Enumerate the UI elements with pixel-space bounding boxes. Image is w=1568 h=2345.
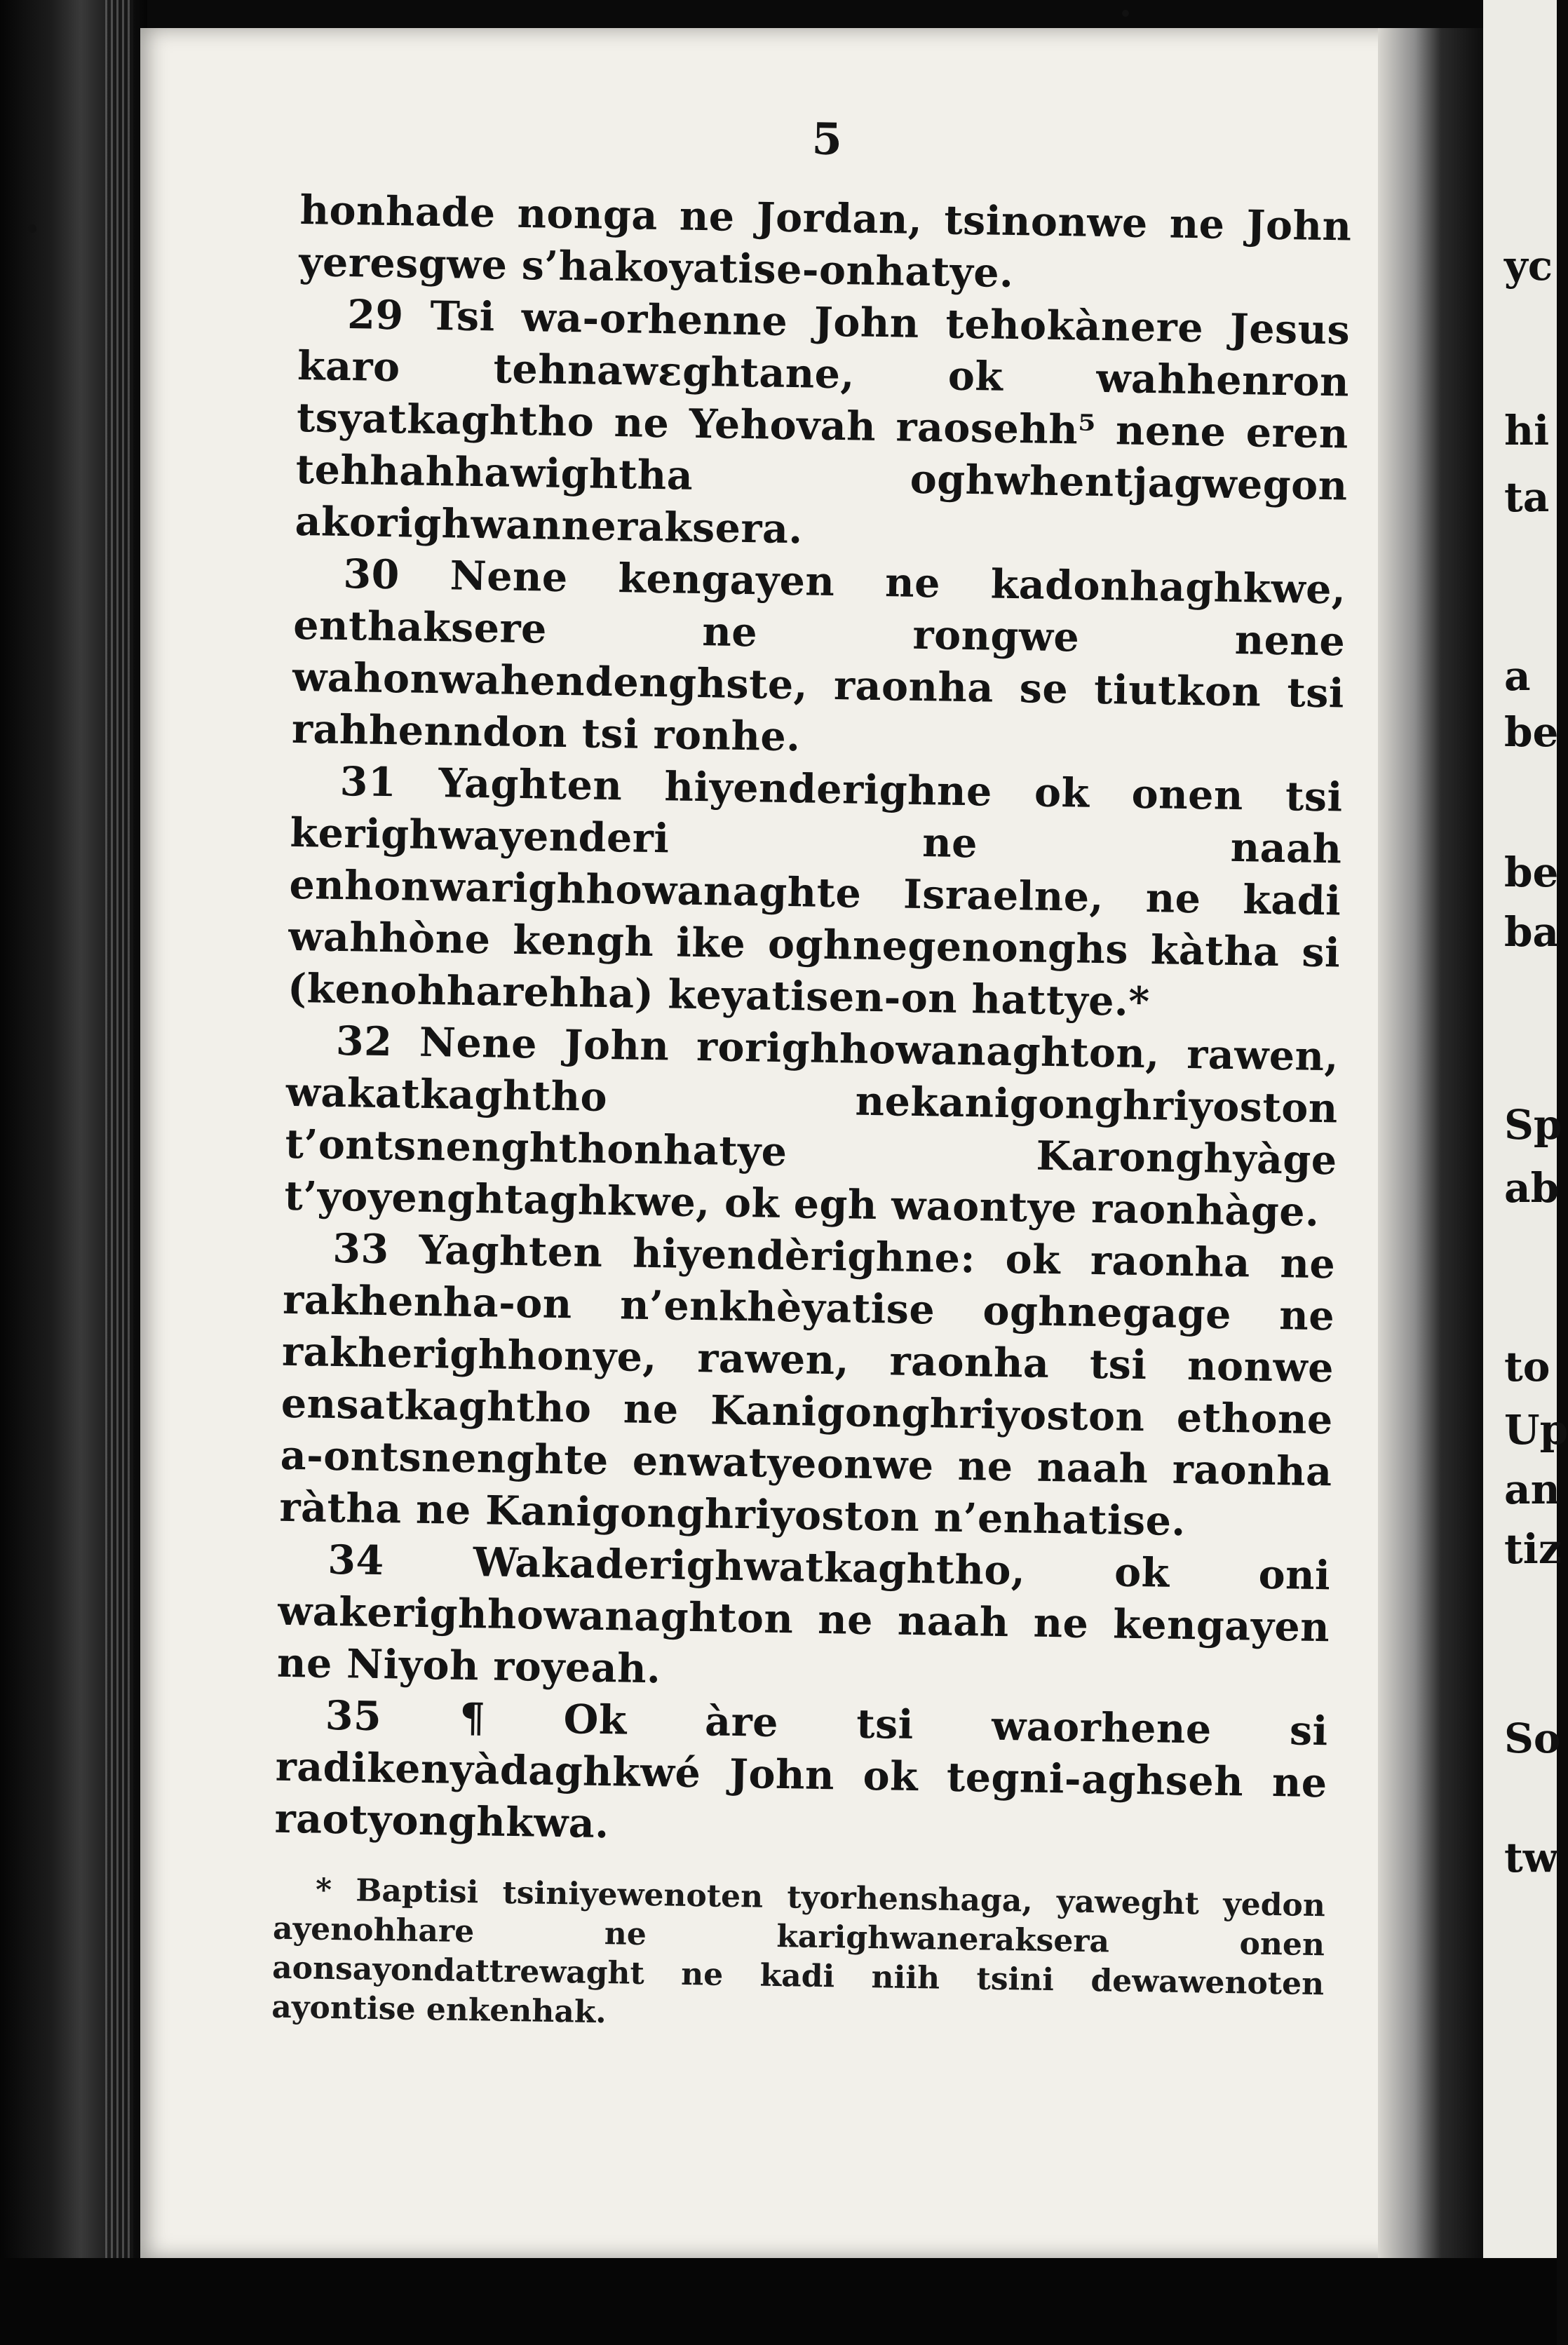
verse-33: 33 Yaghten hiyendèrighne: ok raonha ne rakhenha-on n’enkhèyatise oghnegage ne rakherighhonye, rawen, raonha tsi nonwe ensatkaghtho ne Kanigonghriyoston ethone a-ontsnenghte enwatyeonwe ne naah raonha ràtha ne Kanigonghriyoston n’enhatise. [279,1224,1336,1546]
verse-text: honhade nonga ne Jordan, tsinonwe ne John yeresgwe s’hakoyatise-onhatye. [298,186,1352,297]
verse-30: 30 Nene kengayen ne kadonhaghkwe, enthaksere ne rongwe nene wahonwahendenghste, raonha se tiutkon tsi rahhenndon tsi ronhe. [291,550,1346,761]
verse-35: 35 ¶ Ok àre tsi waorhene si radikenyàdaghkwé John ok tegni-aghseh ne raotyonghkwa. [274,1691,1329,1848]
right-page-fragment: a [1504,652,1531,700]
right-page-fragment: tiz [1504,1525,1562,1573]
right-page-fragment: be [1504,708,1559,756]
verse-32: 32 Nene John rorighhowanaghton, rawen, wakatkaghtho nekanigonghriyoston t’ontsnenghthonhatye Karonghyàge t’yoyenghtaghkwe, ok egh waontye raonhàge. [284,1017,1339,1236]
page-edges [105,0,133,2345]
right-page-fragment: ba [1504,908,1560,956]
right-page-fragment: to [1504,1343,1550,1391]
book-gutter [1378,28,1483,2258]
right-page-fragment: Sp [1504,1101,1562,1149]
verse-29: 29 Tsi wa-orhenne John tehokànere Jesus karo tehnawεghtane, ok wahhenron tsyatkaghtho ne Yehovah raosehh⁵ nene eren tehhahhawightha oghwhentjagwegon akorighwanneraksera. [295,291,1351,553]
right-page-fragment: yc [1504,242,1553,290]
page-text-block [271,105,1353,2074]
right-page-fragment: ab [1504,1164,1560,1212]
verse-34: 34 Wakaderighwatkaghtho, ok oni wakerighhowanaghton ne naah ne kengayen ne Niyoh royeah. [276,1536,1331,1693]
right-page-fragment: Up [1504,1406,1568,1454]
right-page-fragment: hi [1504,407,1550,454]
right-page-fragment: an [1504,1466,1560,1513]
bottom-shadow [0,2258,1557,2345]
right-page-fragment: ta [1504,473,1550,521]
right-page-fragment: be [1504,849,1559,896]
dust-speck [28,224,36,233]
right-page-fragment: So [1504,1715,1561,1762]
right-page-fragment: tw [1504,1834,1558,1881]
footnote: * Baptisi tsiniyewenoten tyorhenshaga, yaweght yedon ayenohhare ne karighwaneraksera onen aonsayondattrewaght ne kadi niih tsini dewawenoten ayontise enkenhak. [271,1872,1326,2031]
dust-speck [1122,10,1129,17]
verse-31: 31 Yaghten hiyenderighne ok onen tsi kerighwayenderi ne naah enhonwarighhowanaghte Israelne, ne kadi wahhòne kengh ike oghnegenonghs kàtha si (kenohharehha) keyatisen-on hattye.* [287,757,1344,1026]
page-number: 5 [811,113,843,165]
